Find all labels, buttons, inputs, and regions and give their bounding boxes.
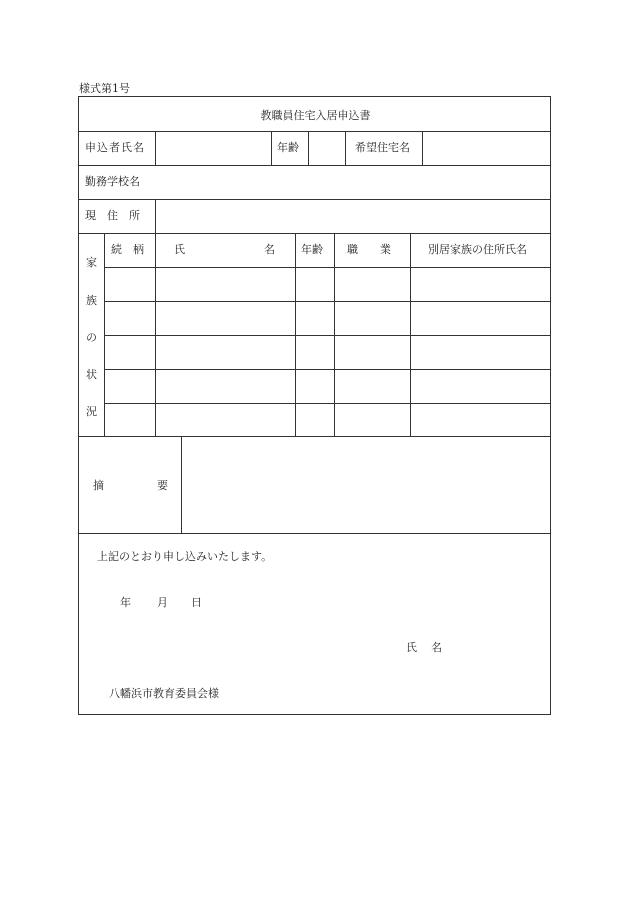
remarks-field[interactable] (182, 437, 550, 533)
declaration-statement: 上記のとおり申し込みいたします。 (97, 550, 273, 563)
desired-housing-field[interactable] (423, 132, 550, 165)
column-header-name: 名 (264, 243, 275, 256)
family-row[interactable] (105, 404, 550, 436)
column-header-age: 年齢 (301, 243, 323, 256)
family-section-char: 況 (86, 405, 97, 418)
family-row[interactable] (105, 370, 550, 403)
remarks-label-char: 摘 (93, 479, 104, 492)
application-form (78, 96, 551, 715)
address-label: 現 住 所 (85, 209, 140, 222)
remarks-label-char: 要 (157, 479, 168, 492)
applicant-age-label: 年齢 (277, 141, 299, 154)
divider (345, 131, 346, 165)
school-field[interactable] (159, 166, 550, 199)
family-row[interactable] (105, 336, 550, 369)
signature-label: 名 (431, 641, 442, 654)
family-section-char: 家 (86, 256, 97, 269)
form-number: 様式第1号 (79, 82, 130, 95)
column-header-separate-family: 別居家族の住所氏名 (428, 243, 527, 256)
family-section-char: の (86, 331, 97, 344)
addressee: 八幡浜市教育委員会様 (109, 687, 219, 700)
signature-label: 氏 (406, 641, 417, 654)
family-row[interactable] (105, 268, 550, 301)
divider (79, 533, 550, 534)
date-year-label: 年 (120, 596, 131, 609)
divider (79, 233, 550, 234)
form-title: 教職員住宅入居申込書 (260, 109, 371, 122)
applicant-name-label: 申込者氏名 (85, 141, 145, 154)
desired-housing-label: 希望住宅名 (355, 141, 410, 154)
applicant-age-field[interactable] (309, 132, 346, 165)
date-day-label: 日 (191, 596, 202, 609)
school-label: 勤務学校名 (85, 175, 140, 188)
family-section-char: 族 (86, 294, 97, 307)
family-section-char: 状 (86, 368, 97, 381)
date-month-label: 月 (157, 596, 168, 609)
address-field[interactable] (156, 200, 550, 233)
column-header-occupation: 職 業 (347, 243, 391, 256)
divider (271, 131, 272, 165)
column-header-name: 氏 (174, 243, 185, 256)
column-header-relation: 続 柄 (111, 243, 144, 256)
family-row[interactable] (105, 302, 550, 335)
